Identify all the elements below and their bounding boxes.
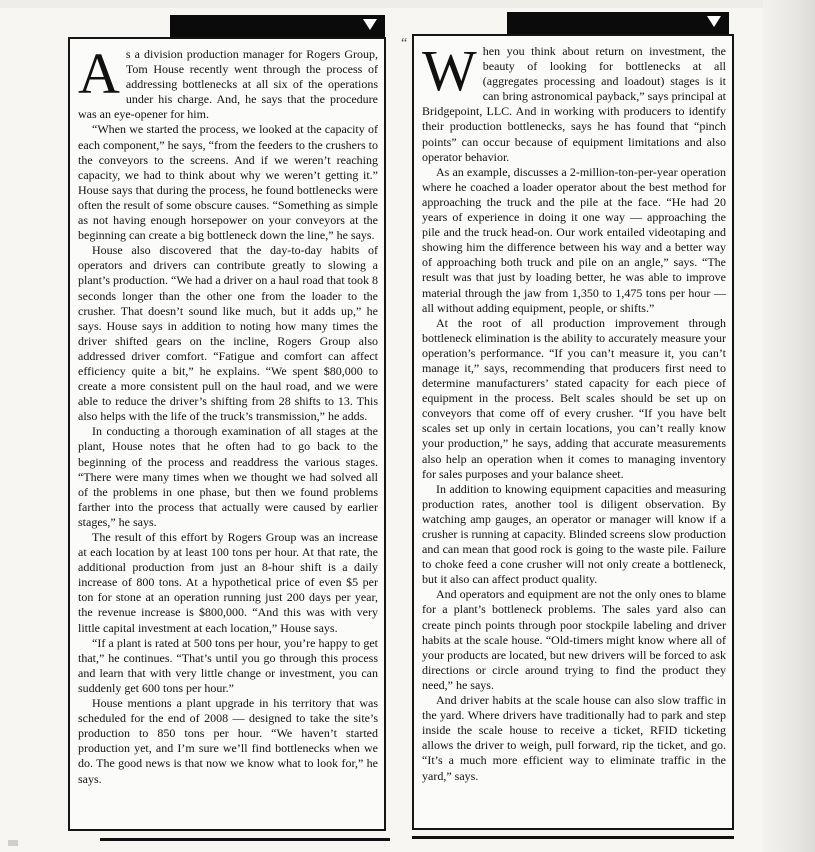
dropcap-a: A [78,41,120,106]
paragraph-3: House also discovered that the day-to-day habits of operators and drivers can contribute greatly to slowing a plant’s production. “We had a driver on a haul road that took 8 seconds longer than the other one from the loader to the crusher. That doesn’t sound like much, but it adds up,” he says. House says in addition to noting how many times the driver shifted gears on the incline, Rogers Group also addressed driver comfort. “Fatigue and comfort can affect efficiency quite a bit,” he explains. “We spent $80,000 to create a more consistent pull on the haul road, and we were able to reduce the driver’s shifting from 28 shifts to 13. This also helps with the life of the truck’s transmission,” he adds. [78,243,378,424]
paragraph-2: As an example, discusses a 2-million-ton-per-year operation where he coached a loader operator about the best method for approaching the truck and the pile at the face. “He had 20 years of experience in doing it one way — approaching the pile and the truck head-on. Our work entailed videotaping and showing him the difference between his way and a better way of approaching both truck and pile on an angle,” says. “The result was that just by loading better, he was able to improve material through the jaw from 1,350 to 1,475 tons per hour — all without adding equipment, people, or shifts.” [422,164,726,315]
page-gutter-shadow [763,0,815,852]
paragraph-6: “If a plant is rated at 500 tons per hour, you’re happy to get that,” he continues. “That’s until you go through this process and learn that with very little change or investment, you can suddenly get 600 tons per hour.” [78,635,378,695]
right-column-header-bar [507,12,729,34]
paragraph-5: And operators and equipment are not the only ones to blame for a plant’s bottleneck problems. The sales yard also can create pinch points through poor stockpile labeling and driver habits at the scale house. “Old-timers might know where all of your products are located, but new drivers will be forced to ask directions or circle around trying to find the product they need,” he says. [422,587,726,692]
scan-artifact [8,840,18,846]
paragraph-6: And driver habits at the scale house can also slow traffic in the yard. Where drivers have traditionally had to park and step inside the scale house to receive a ticket, RFID ticketing allows the driver to weigh, pull forward, rip the ticket, and go. “It’s a much more efficient way to eliminate traffic in the yard,” says. [422,693,726,783]
paragraph-4: In addition to knowing equipment capacities and measuring production rates, another tool is diligent observation. By watching amp gauges, an operator or manager will know if a crusher is running at capacity. Blinded screens slow production and can mean that good rock is going to the waste pile. Failure to choke feed a cone crusher will not only create a bottleneck, but it also can affect product quality. [422,481,726,587]
open-quote-mark: “ [401,36,408,51]
paragraph-2: “When we started the process, we looked at the capacity of each component,” he says, “from the feeders to the crushers to the conveyors to the screens. And if we weren’t reaching capacity, we had to think about why we weren’t getting it.” House says that during the process, he found bottlenecks were often the result of some obscure causes. “Something as simple as not having enough horsepower on your conveyors at the beginning can create a big bottleneck down the line,” he says. [78,122,378,243]
left-bottom-rule [100,838,390,841]
paragraph-4: In conducting a thorough examination of all stages at the plant, House notes that he often had to go back to the beginning of the process and readdress the various stages. “There were many times when we thought we had solved all of the problems in one phase, but then we found problems farther into the process that actually were caused by earlier stages,” he says. [78,424,378,529]
right-article-column [412,34,734,830]
dropcap-w: W [422,38,477,103]
left-column-header-bar [170,15,385,37]
paragraph-7: House mentions a plant upgrade in his territory that was scheduled for the end of 2008 — designed to take the site’s production to 850 tons per hour. “We haven’t started production yet, and I’m sure we’ll find bottlenecks when we do. The good news is that now we know what to look for,” he says. [78,696,378,786]
paragraph-1: As a division production manager for Rogers Group, Tom House recently went through the process of addressing bottlenecks at all six of the operations under his charge. And, he says that the procedure was an eye-opener for him. [78,41,378,122]
paragraph-3: At the root of all production improvement through bottleneck elimination is the ability to accurately measure your operation’s performance. “If you can’t measure it, you can’t manage it,” says, recommending that producers first need to determine manufacturers’ stated capacity for each piece of equipment in the process. Belt scales should be set up on conveyors that come off of every crusher. “If you have belt scales set up only in certain locations, you can’t really know your production,” he says, adding that accurate measurements also help an operation when it comes to managing inventory for sales purposes and your balance sheet. [422,315,726,481]
right-bottom-rule [412,836,734,839]
triangle-down-icon [707,16,721,27]
scan-top-edge [0,0,815,8]
left-article-column [68,37,386,831]
paragraph-1: When you think about return on investment, the beauty of looking for bottlenecks at all (aggregates processing and loadout) stages is it can bring astronomical payback,” says principal at Bridgepoint, LLC. And in working with producers to identify their production bottlenecks, says he has found that “pinch points” can occur because of equipment limitations and also operator behavior. [422,38,726,164]
triangle-down-icon [363,19,377,30]
paragraph-5: The result of this effort by Rogers Group was an increase at each location by at least 100 tons per hour. At that rate, the additional production from just an 8-hour shift is a daily increase of 800 tons. At a hypothetical price of even $5 per ton for stone at an operation running just 200 days per year, the revenue increase is $800,000. “And this was with very little capital investment at each location,” House says. [78,530,378,635]
